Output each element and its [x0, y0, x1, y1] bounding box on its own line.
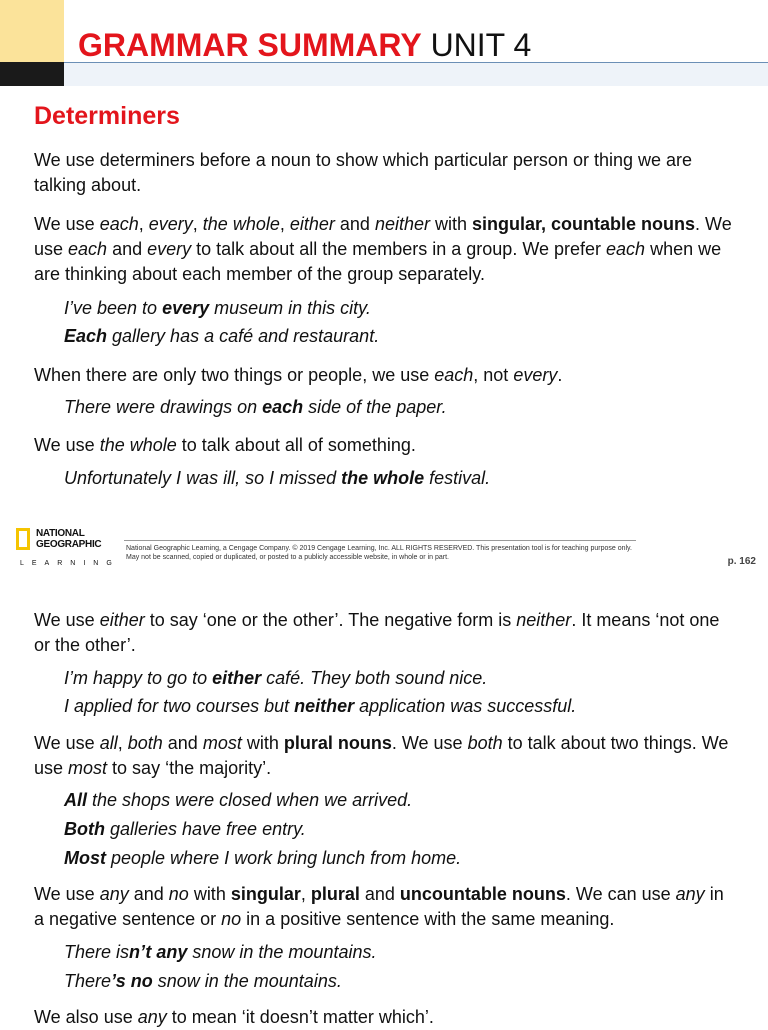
paragraph-8: We also use any to mean ‘it doesn’t matter which’.	[34, 1007, 434, 1027]
header-band	[64, 63, 768, 86]
paragraph-7: We use any and no with singular, plural and uncountable nouns. We can use any in a negative sentence or no in a positive sentence with the same meaning.	[34, 884, 724, 929]
example-9: Most people where I work bring lunch from home.	[64, 848, 462, 868]
yellow-border-icon	[16, 528, 30, 550]
example-1: I’ve been to every museum in this city.	[64, 298, 371, 318]
section-title: Determiners	[34, 102, 180, 130]
paragraph-2: We use each, every, the whole, either and neither with singular, countable nouns. We use each and every to talk about all the members in a group. We prefer each when we are thinking about each member of the group separately.	[34, 214, 732, 284]
page-number: p. 162	[727, 556, 756, 567]
paragraph-4: We use the whole to talk about all of something.	[34, 435, 416, 455]
example-5: I’m happy to go to either café. They both sound nice.	[64, 668, 488, 688]
example-4: Unfortunately I was ill, so I missed the whole festival.	[64, 468, 491, 488]
copyright-text: National Geographic Learning, a Cengage Company. © 2019 Cengage Learning, Inc. ALL RIGHTS RESERVED. This presentation tool is for teaching purpose only. May not be scanned, copied or duplicated, or posted to a publicly accessible website, in whole or in part.	[126, 545, 632, 561]
paragraph-3: When there are only two things or people, we use each, not every.	[34, 365, 563, 385]
slide-footer	[0, 518, 768, 578]
logo-line-1: NATIONAL	[36, 528, 85, 539]
title-red: GRAMMAR SUMMARY	[78, 27, 422, 63]
example-7: All the shops were closed when we arrived.	[64, 790, 413, 810]
header-accent-yellow	[0, 0, 64, 62]
example-10: There isn’t any snow in the mountains.	[64, 942, 377, 962]
paragraph-5: We use either to say ‘one or the other’. The negative form is neither. It means ‘not one or the other’.	[34, 610, 720, 655]
logo-line-3: LEARNING	[20, 560, 120, 567]
slide-header	[0, 0, 768, 86]
example-3: There were drawings on each side of the paper.	[64, 397, 447, 417]
example-2: Each gallery has a café and restaurant.	[64, 326, 380, 346]
header-accent-black	[0, 62, 64, 86]
example-8: Both galleries have free entry.	[64, 819, 306, 839]
page-title	[78, 26, 531, 64]
title-unit: UNIT 4	[430, 27, 532, 63]
paragraph-1: We use determiners before a noun to show which particular person or thing we are talking about.	[34, 150, 693, 195]
logo-line-2: GEOGRAPHIC	[36, 539, 102, 550]
example-6: I applied for two courses but neither application was successful.	[64, 696, 577, 716]
paragraph-6: We use all, both and most with plural nouns. We use both to talk about two things. We use most to say ‘the majority’.	[34, 733, 729, 778]
example-11: There’s no snow in the mountains.	[64, 971, 342, 991]
footer-divider	[124, 540, 636, 541]
